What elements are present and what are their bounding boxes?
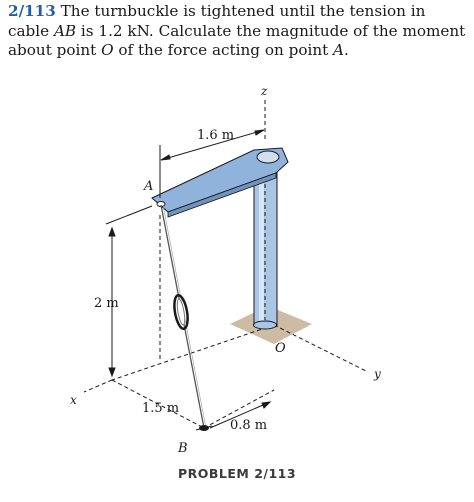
- label-dim-x: 1.5 m: [142, 401, 180, 416]
- label-z: z: [261, 84, 268, 98]
- dim-height-arrow-top: [109, 228, 115, 236]
- figure-caption: PROBLEM 2/113: [177, 466, 297, 481]
- problem-line-3-post: .: [344, 41, 349, 59]
- label-x: x: [70, 393, 77, 407]
- label-b: B: [178, 441, 188, 456]
- label-a: A: [144, 179, 154, 194]
- problem-line-1-text: The turnbuckle is tightened until the tension in: [55, 2, 426, 20]
- post: [254, 166, 277, 326]
- y-axis-line: [274, 325, 368, 372]
- dim-arm-arrow-left: [161, 155, 170, 160]
- label-dim-height: 2 m: [94, 296, 119, 311]
- dim-height-ext-top: [106, 206, 152, 224]
- x-axis-extension: [84, 380, 112, 392]
- cable-label-ab: AB: [53, 21, 77, 40]
- problem-line-2-pre: cable: [8, 21, 54, 40]
- problem-line-3-pre: about point: [8, 41, 102, 59]
- label-o: O: [275, 341, 286, 356]
- label-dim-arm: 1.6 m: [197, 128, 235, 143]
- problem-number: 2/113: [8, 2, 56, 20]
- label-y: y: [374, 367, 381, 381]
- problem-line-2-post: is 1.2 kN. Calculate the magnitude of the moment: [76, 21, 466, 40]
- dim-arm-arrow-right: [255, 130, 264, 135]
- problem-line-3-mid: of the force acting on point: [113, 41, 334, 59]
- dim-height-arrow-bottom: [109, 368, 115, 376]
- label-dim-y: 0.8 m: [230, 418, 268, 433]
- dim-y-arrow: [262, 402, 270, 408]
- point-label-o-text: O: [101, 41, 114, 59]
- post-base-ellipse: [254, 321, 277, 329]
- post-highlight: [259, 168, 264, 324]
- point-label-a-text: A: [333, 41, 345, 59]
- arm-hub-end: [257, 151, 279, 163]
